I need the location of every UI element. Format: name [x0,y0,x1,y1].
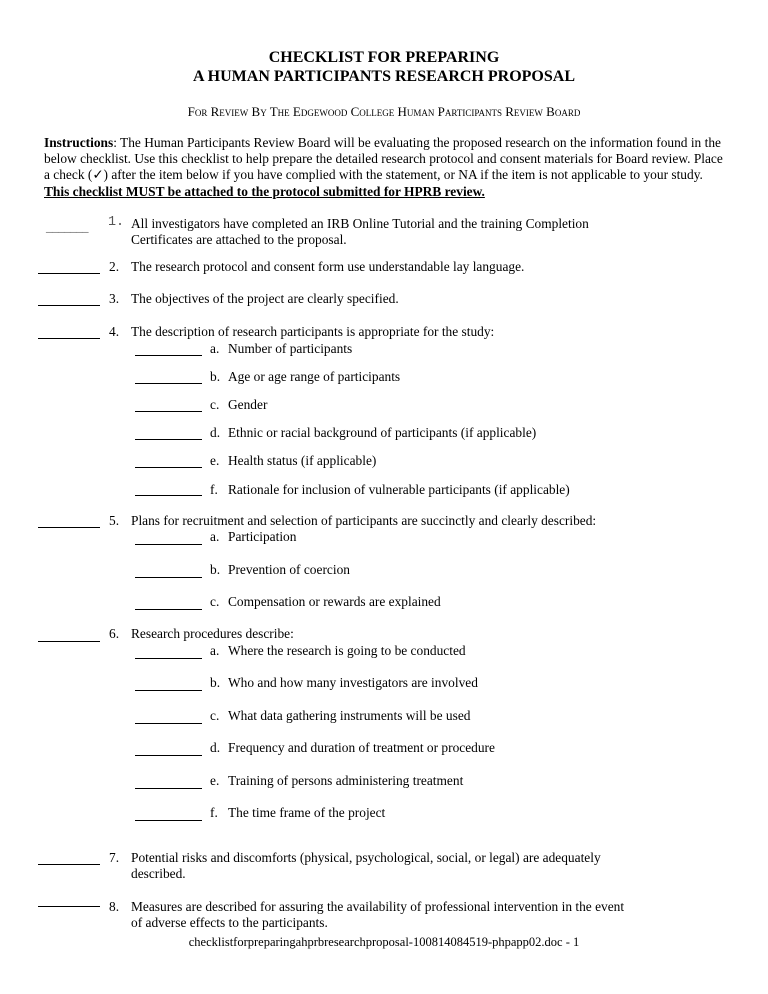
item-4c-blank[interactable] [135,411,202,412]
item-4b: b. Age or age range of participants [210,369,401,384]
page-footer: checklistforpreparingahprbresearchproposal-100814084519-phpapp02.doc - 1 [188,935,580,949]
item-6a-blank[interactable] [135,658,202,659]
item-2-number: 2. [109,259,120,274]
item-8-blank[interactable] [38,906,100,907]
item-6e: e. Training of persons administering treatment [210,773,464,788]
item-4-text: The description of research participants is appropriate for the study: [131,324,495,339]
item-4e-blank[interactable] [135,467,202,468]
title-line-1: CHECKLIST FOR PREPARING [268,49,500,66]
instructions-label: Instructions [44,135,114,150]
item-5a: a. Participation [210,529,297,544]
item-5-text: Plans for recruitment and selection of participants are succinctly and clearly described: [131,513,597,528]
item-4c: c. Gender [210,397,268,412]
item-4d-blank[interactable] [135,439,202,440]
item-8-text: Measures are described for assuring the availability of professional intervention in the event of adverse effects to the participants. [131,899,625,931]
item-4-number: 4. [109,324,120,339]
item-6b: b. Who and how many investigators are involved [210,675,478,690]
item-3-number: 3. [109,291,120,306]
item-5-blank[interactable] [38,527,100,528]
item-6e-blank[interactable] [135,788,202,789]
item-6-text: Research procedures describe: [131,626,294,641]
item-6c: c. What data gathering instruments will be used [210,708,471,723]
item-6c-blank[interactable] [135,723,202,724]
item-6b-blank[interactable] [135,690,202,691]
item-4b-blank[interactable] [135,383,202,384]
item-6f-blank[interactable] [135,820,202,821]
item-2-blank[interactable] [38,273,100,274]
item-5-number: 5. [109,513,120,528]
item-5c-blank[interactable] [135,609,202,610]
item-4f: f. Rationale for inclusion of vulnerable participants (if applicable) [210,482,570,497]
title-line-2: A HUMAN PARTICIPANTS RESEARCH PROPOSAL [193,68,575,85]
item-6-number: 6. [109,626,120,641]
item-6d: d. Frequency and duration of treatment or procedure [210,740,495,755]
item-7-number: 7. [109,850,120,865]
item-2-text: The research protocol and consent form use understandable lay language. [131,259,525,274]
item-6a: a. Where the research is going to be conducted [210,643,466,658]
item-1-text: All investigators have completed an IRB Online Tutorial and the training Completion Certificates are attached to the proposal. [131,216,589,248]
subtitle: For Review By The Edgewood College Human Participants Review Board [187,104,581,119]
item-4f-blank[interactable] [135,495,202,496]
item-5b-blank[interactable] [135,577,202,578]
item-6d-blank[interactable] [135,755,202,756]
instructions-requirement: This checklist MUST be attached to the protocol submitted for HPRB review. [44,183,485,199]
item-4a: a. Number of participants [210,341,353,356]
instructions-paragraph [44,135,724,200]
item-6f: f. The time frame of the project [210,805,386,820]
item-1-number: 1. [108,215,125,230]
item-7-text: Potential risks and discomforts (physical, psychological, social, or legal) are adequately described. [131,850,601,882]
item-5a-blank[interactable] [135,544,202,545]
item-6-blank[interactable] [38,641,100,642]
item-3-text: The objectives of the project are clearly specified. [131,291,399,306]
item-7-blank[interactable] [38,864,100,865]
item-8-number: 8. [109,899,120,914]
item-1-blank[interactable]: _______ [46,219,88,234]
item-5c: c. Compensation or rewards are explained [210,594,441,609]
item-4d: d. Ethnic or racial background of participants (if applicable) [210,425,537,440]
item-4-blank[interactable] [38,338,100,339]
item-3-blank[interactable] [38,305,100,306]
item-5b: b. Prevention of coercion [210,562,350,577]
instructions-text: : The Human Participants Review Board will be evaluating the proposed research on the information found in the below checklist. Use this checklist to help prepare the detailed research protocol and consent materials for Board review. Place a check (✓) after the item below if you have complied with the statement, or NA if the item is not applicable to your study. [44,135,723,183]
item-4a-blank[interactable] [135,355,202,356]
item-4e: e. Health status (if applicable) [210,453,377,468]
